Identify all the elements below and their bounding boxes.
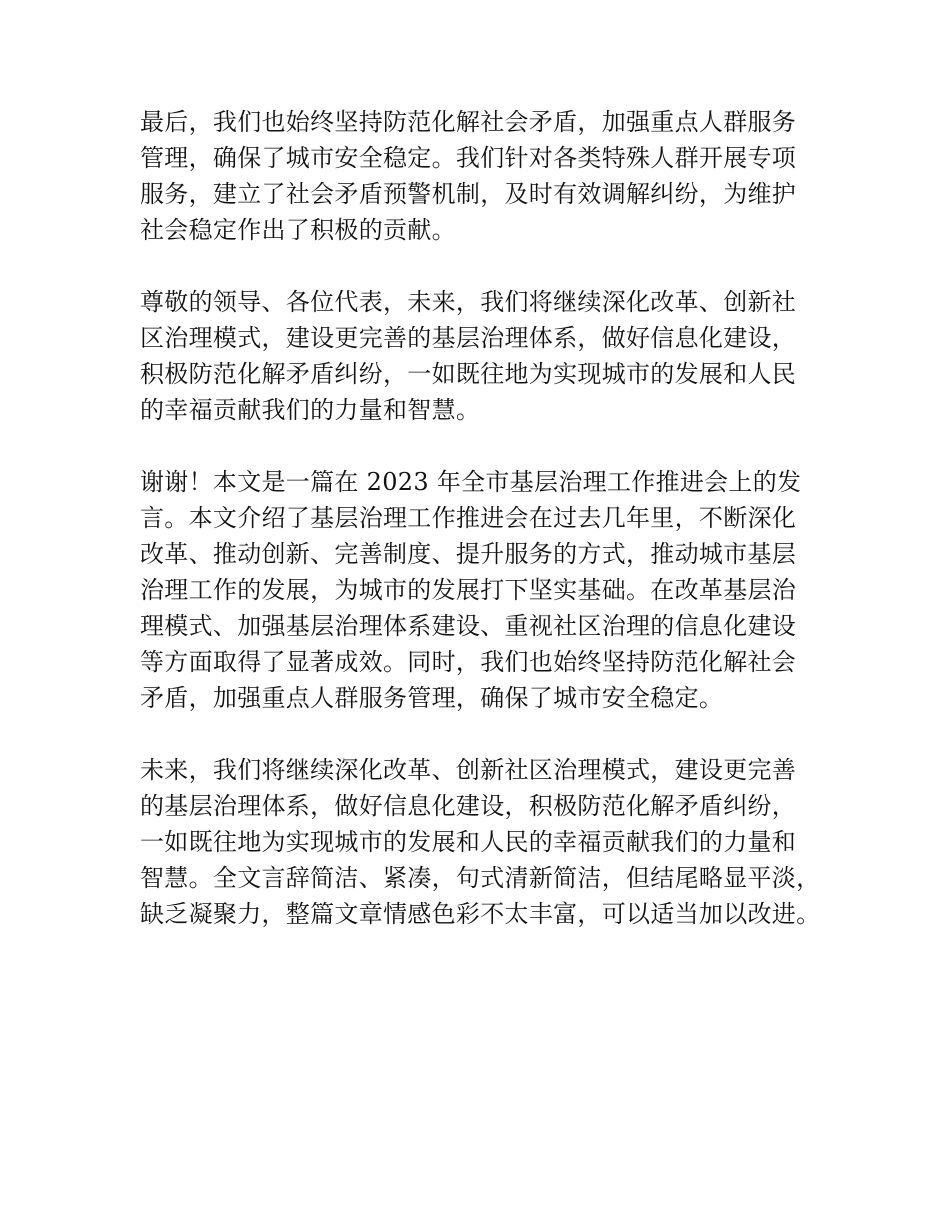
- paragraph-line: 服务，建立了社会矛盾预警机制，及时有效调解纠纷，为维护: [140, 180, 797, 208]
- paragraph-line: 的幸福贡献我们的力量和智慧。: [140, 396, 481, 424]
- paragraph-line: 区治理模式，建设更完善的基层治理体系，做好信息化建设，: [140, 324, 797, 352]
- document-body: [140, 104, 830, 968]
- paragraph-line: 等方面取得了显著成效。同时，我们也始终坚持防范化解社会: [140, 648, 797, 676]
- paragraph-line: 治理工作的发展，为城市的发展打下坚实基础。在改革基层治: [140, 576, 797, 604]
- paragraph-line: 谢谢！本文是一篇在 2023 年全市基层治理工作推进会上的发: [140, 468, 802, 496]
- paragraph-line: 的基层治理体系，做好信息化建设，积极防范化解矛盾纠纷，: [140, 792, 797, 820]
- paragraph-3: [140, 464, 830, 716]
- paragraph-line: 理模式、加强基层治理体系建设、重视社区治理的信息化建设: [140, 612, 797, 640]
- paragraph-line: 一如既往地为实现城市的发展和人民的幸福贡献我们的力量和: [140, 828, 797, 856]
- paragraph-line: 未来，我们将继续深化改革、创新社区治理模式，建设更完善: [140, 756, 797, 784]
- paragraph-1: [140, 104, 830, 248]
- paragraph-2: [140, 284, 830, 428]
- paragraph-4: [140, 752, 830, 932]
- paragraph-line: 缺乏凝聚力，整篇文章情感色彩不太丰富，可以适当加以改进。: [140, 900, 821, 928]
- paragraph-line: 言。本文介绍了基层治理工作推进会在过去几年里，不断深化: [140, 504, 797, 532]
- paragraph-line: 社会稳定作出了积极的贡献。: [140, 216, 456, 244]
- paragraph-line: 尊敬的领导、各位代表，未来，我们将继续深化改革、创新社: [140, 288, 797, 316]
- paragraph-line: 积极防范化解矛盾纠纷，一如既往地为实现城市的发展和人民: [140, 360, 797, 388]
- paragraph-line: 智慧。全文言辞简洁、紧凑，句式清新简洁，但结尾略显平淡，: [140, 864, 821, 892]
- paragraph-line: 改革、推动创新、完善制度、提升服务的方式，推动城市基层: [140, 540, 797, 568]
- paragraph-line: 管理，确保了城市安全稳定。我们针对各类特殊人群开展专项: [140, 144, 797, 172]
- paragraph-line: 矛盾，加强重点人群服务管理，确保了城市安全稳定。: [140, 684, 724, 712]
- paragraph-line: 最后，我们也始终坚持防范化解社会矛盾，加强重点人群服务: [140, 108, 797, 136]
